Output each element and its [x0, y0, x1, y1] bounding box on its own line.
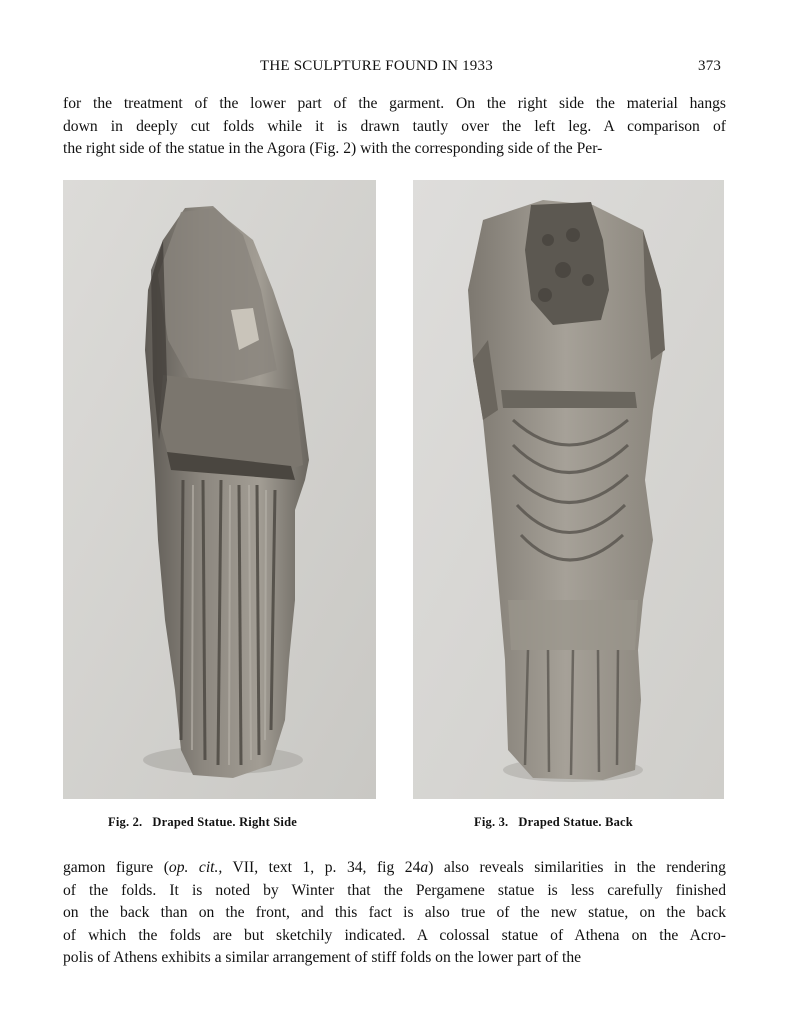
text-line: [63, 857, 726, 880]
figure-2-photo: [63, 180, 376, 799]
statue-right-side-image: [63, 180, 376, 799]
figure-3-photo: [413, 180, 724, 799]
figure-3-caption-text: Draped Statue. Back: [518, 815, 633, 829]
text-line: of the folds. It is noted by Winter that the Pergamene statue is less carefully finished: [63, 881, 726, 899]
italic-figure-letter: a: [420, 859, 429, 876]
text-run: VII, text 1, p. 34, fig 24: [222, 859, 421, 876]
text-line: the right side of the statue in the Agora (Fig. 2) with the corresponding side of the Per-: [63, 140, 603, 157]
text-line: down in deeply cut folds while it is drawn tautly over the left leg. A comparison of: [63, 117, 726, 135]
italic-citation: op. cit.,: [168, 859, 223, 876]
running-head: [0, 58, 789, 80]
figure-3-label: Fig. 3.: [474, 815, 509, 829]
figure-2-label: Fig. 2.: [108, 815, 143, 829]
text-run: gamon figure (: [63, 859, 169, 876]
text-line: polis of Athens exhibits a similar arrangement of stiff folds on the lower part of the: [63, 949, 582, 966]
text-line: for the treatment of the lower part of the garment. On the right side the material hangs: [63, 95, 726, 112]
top-paragraph: [63, 93, 726, 161]
figure-3-caption: [474, 815, 633, 830]
text-line: of which the folds are but sketchily indicated. A colossal statue of Athena on the Acro-: [63, 926, 726, 944]
page-number: 373: [698, 58, 722, 74]
bottom-paragraph: [63, 857, 726, 970]
running-title: THE SCULPTURE FOUND IN 1933: [260, 58, 493, 74]
text-line: on the back than on the front, and this fact is also true of the new statue, on the back: [63, 904, 726, 921]
figure-2-caption: [108, 815, 297, 830]
figure-2-caption-text: Draped Statue. Right Side: [152, 815, 297, 829]
text-run: ) also reveals similarities in the rendering: [428, 859, 726, 876]
statue-back-image: [413, 180, 724, 799]
